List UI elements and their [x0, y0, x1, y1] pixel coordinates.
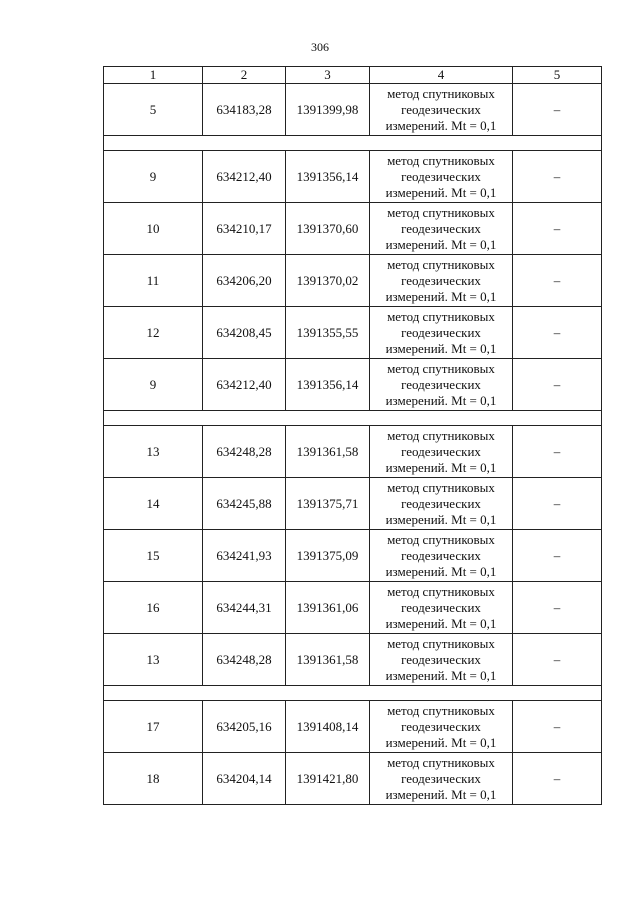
method-text-line: геодезических — [401, 547, 481, 563]
method-text-line: геодезических — [401, 168, 481, 184]
x-coordinate-cell: 634212,40 — [203, 151, 286, 203]
method-cell — [370, 478, 513, 530]
method-text-line: измерений. Mt = 0,1 — [385, 459, 497, 475]
section-separator-row — [104, 411, 602, 426]
header-cell: 2 — [203, 67, 286, 84]
y-coordinate-cell: 1391375,71 — [286, 478, 370, 530]
note-cell: – — [513, 701, 602, 753]
method-text-line: метод спутниковых — [387, 479, 495, 495]
method-text-line: измерений. Mt = 0,1 — [385, 340, 497, 356]
method-cell — [370, 426, 513, 478]
table-row — [104, 255, 602, 307]
method-text-line: измерений. Mt = 0,1 — [385, 563, 497, 579]
method-text-line: метод спутниковых — [387, 583, 495, 599]
point-number-cell: 11 — [104, 255, 203, 307]
method-text-line: геодезических — [401, 770, 481, 786]
table-row — [104, 84, 602, 136]
table-row — [104, 530, 602, 582]
header-cell: 3 — [286, 67, 370, 84]
method-text-line: метод спутниковых — [387, 635, 495, 651]
table-row — [104, 478, 602, 530]
note-cell: – — [513, 426, 602, 478]
note-cell: – — [513, 255, 602, 307]
x-coordinate-cell: 634183,28 — [203, 84, 286, 136]
x-coordinate-cell: 634205,16 — [203, 701, 286, 753]
x-coordinate-cell: 634241,93 — [203, 530, 286, 582]
method-text-line: геодезических — [401, 324, 481, 340]
point-number-cell: 13 — [104, 426, 203, 478]
x-coordinate-cell: 634208,45 — [203, 307, 286, 359]
method-text-line: метод спутниковых — [387, 702, 495, 718]
header-cell: 5 — [513, 67, 602, 84]
table-row — [104, 582, 602, 634]
method-cell — [370, 307, 513, 359]
section-separator-row — [104, 686, 602, 701]
method-cell — [370, 701, 513, 753]
point-number-cell: 18 — [104, 753, 203, 805]
note-cell: – — [513, 84, 602, 136]
table-row — [104, 426, 602, 478]
header-cell: 1 — [104, 67, 203, 84]
note-cell: – — [513, 530, 602, 582]
point-number-cell: 15 — [104, 530, 203, 582]
y-coordinate-cell: 1391356,14 — [286, 151, 370, 203]
note-cell: – — [513, 307, 602, 359]
point-number-cell: 10 — [104, 203, 203, 255]
y-coordinate-cell: 1391399,98 — [286, 84, 370, 136]
x-coordinate-cell: 634248,28 — [203, 426, 286, 478]
y-coordinate-cell: 1391361,58 — [286, 634, 370, 686]
y-coordinate-cell: 1391355,55 — [286, 307, 370, 359]
method-text-line: метод спутниковых — [387, 427, 495, 443]
page-number: 306 — [311, 40, 329, 54]
method-text-line: метод спутниковых — [387, 531, 495, 547]
method-text-line: метод спутниковых — [387, 152, 495, 168]
x-coordinate-cell: 634204,14 — [203, 753, 286, 805]
y-coordinate-cell: 1391361,58 — [286, 426, 370, 478]
table-row — [104, 307, 602, 359]
point-number-cell: 17 — [104, 701, 203, 753]
y-coordinate-cell: 1391421,80 — [286, 753, 370, 805]
point-number-cell: 13 — [104, 634, 203, 686]
method-text-line: геодезических — [401, 101, 481, 117]
section-separator-row — [104, 136, 602, 151]
method-text-line: измерений. Mt = 0,1 — [385, 117, 497, 133]
method-text-line: метод спутниковых — [387, 754, 495, 770]
x-coordinate-cell: 634245,88 — [203, 478, 286, 530]
method-cell — [370, 530, 513, 582]
y-coordinate-cell: 1391375,09 — [286, 530, 370, 582]
method-text-line: измерений. Mt = 0,1 — [385, 511, 497, 527]
section-separator-cell — [104, 686, 602, 701]
method-cell — [370, 203, 513, 255]
method-cell — [370, 359, 513, 411]
method-text-line: измерений. Mt = 0,1 — [385, 615, 497, 631]
method-text-line: геодезических — [401, 651, 481, 667]
x-coordinate-cell: 634206,20 — [203, 255, 286, 307]
table-row — [104, 203, 602, 255]
note-cell: – — [513, 634, 602, 686]
method-text-line: измерений. Mt = 0,1 — [385, 392, 497, 408]
point-number-cell: 9 — [104, 151, 203, 203]
table-row — [104, 359, 602, 411]
note-cell: – — [513, 151, 602, 203]
y-coordinate-cell: 1391370,02 — [286, 255, 370, 307]
y-coordinate-cell: 1391356,14 — [286, 359, 370, 411]
method-text-line: геодезических — [401, 272, 481, 288]
method-cell — [370, 255, 513, 307]
method-cell — [370, 582, 513, 634]
method-text-line: измерений. Mt = 0,1 — [385, 184, 497, 200]
method-text-line: метод спутниковых — [387, 85, 495, 101]
x-coordinate-cell: 634244,31 — [203, 582, 286, 634]
table-row — [104, 634, 602, 686]
method-cell — [370, 151, 513, 203]
point-number-cell: 16 — [104, 582, 203, 634]
point-number-cell: 14 — [104, 478, 203, 530]
method-text-line: геодезических — [401, 443, 481, 459]
point-number-cell: 9 — [104, 359, 203, 411]
method-text-line: геодезических — [401, 495, 481, 511]
note-cell: – — [513, 478, 602, 530]
x-coordinate-cell: 634212,40 — [203, 359, 286, 411]
point-number-cell: 12 — [104, 307, 203, 359]
method-text-line: метод спутниковых — [387, 308, 495, 324]
method-text-line: измерений. Mt = 0,1 — [385, 236, 497, 252]
y-coordinate-cell: 1391361,06 — [286, 582, 370, 634]
method-cell — [370, 753, 513, 805]
method-text-line: метод спутниковых — [387, 360, 495, 376]
point-number-cell: 5 — [104, 84, 203, 136]
header-row — [104, 67, 602, 84]
note-cell: – — [513, 203, 602, 255]
method-text-line: геодезических — [401, 376, 481, 392]
note-cell: – — [513, 753, 602, 805]
method-text-line: метод спутниковых — [387, 256, 495, 272]
table-row — [104, 151, 602, 203]
x-coordinate-cell: 634210,17 — [203, 203, 286, 255]
table-row — [104, 701, 602, 753]
y-coordinate-cell: 1391370,60 — [286, 203, 370, 255]
note-cell: – — [513, 582, 602, 634]
method-text-line: геодезических — [401, 718, 481, 734]
section-separator-cell — [104, 136, 602, 151]
y-coordinate-cell: 1391408,14 — [286, 701, 370, 753]
method-text-line: измерений. Mt = 0,1 — [385, 667, 497, 683]
header-cell: 4 — [370, 67, 513, 84]
method-text-line: измерений. Mt = 0,1 — [385, 734, 497, 750]
table-row — [104, 753, 602, 805]
section-separator-cell — [104, 411, 602, 426]
note-cell: – — [513, 359, 602, 411]
method-text-line: метод спутниковых — [387, 204, 495, 220]
method-text-line: измерений. Mt = 0,1 — [385, 786, 497, 802]
method-text-line: геодезических — [401, 599, 481, 615]
method-cell — [370, 84, 513, 136]
method-text-line: измерений. Mt = 0,1 — [385, 288, 497, 304]
method-cell — [370, 634, 513, 686]
method-text-line: геодезических — [401, 220, 481, 236]
coordinates-table — [103, 66, 602, 805]
x-coordinate-cell: 634248,28 — [203, 634, 286, 686]
